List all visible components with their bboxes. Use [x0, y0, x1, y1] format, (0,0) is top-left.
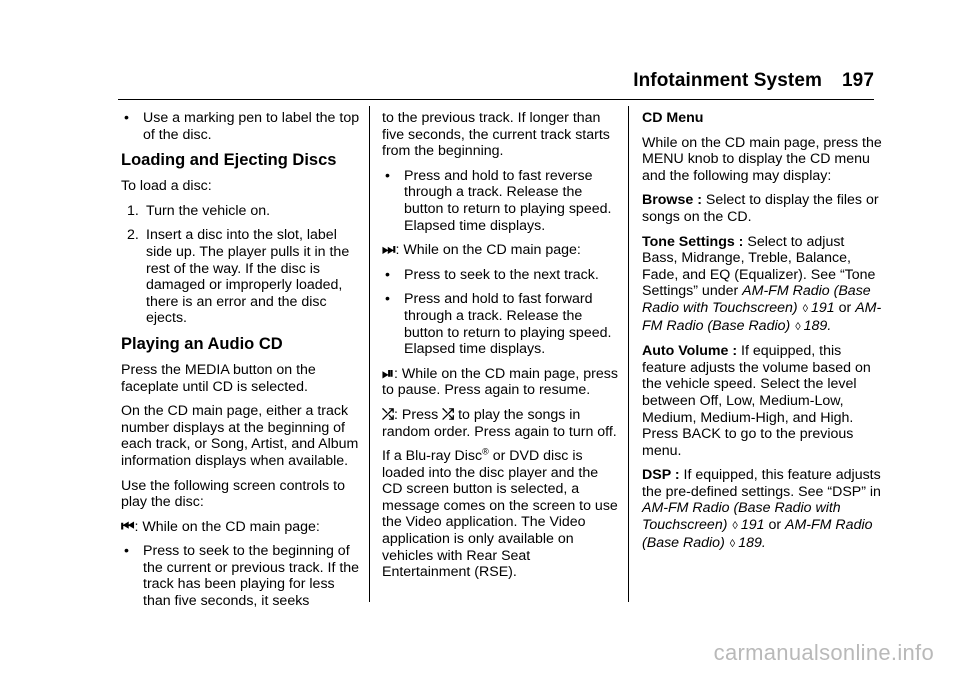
paragraph: to the previous track. If longer than five seconds, the current track starts from the beginning.	[382, 110, 610, 160]
paragraph: Browse : Select to display the files or songs on the CD.	[642, 192, 879, 225]
list-item: • Press to seek to the next track.	[385, 266, 599, 283]
watermark: carmanualsonline.info	[713, 640, 934, 665]
bullet: •	[385, 167, 390, 184]
paragraph: If a Blu-ray Disc® or DVD disc is loaded into the disc player and the CD screen button is selected, a message comes on the screen to use the Video application. The Video application is only available on vehicles with Rear Seat Entertainment (RSE).	[382, 446, 618, 581]
shuffle-icon: ⤮	[442, 405, 454, 423]
header-rule	[118, 99, 874, 100]
registered-mark: ®	[482, 446, 489, 457]
paragraph: ⤮: Press ⤮ to play the songs in random order. Press again to turn off.	[382, 405, 617, 440]
bullet: •	[385, 291, 390, 308]
list-item: • Press and hold to fast reverse through a track. Release the button to return to playing speed. Elapsed time displays.	[385, 167, 612, 234]
column-divider-2	[628, 106, 629, 602]
column-3	[642, 110, 882, 560]
page-header	[633, 70, 874, 92]
page-reference[interactable]: 189	[803, 317, 828, 334]
term-browse: Browse :	[642, 192, 702, 209]
term-auto-volume: Auto Volume :	[642, 343, 738, 360]
column-2	[382, 110, 618, 589]
list-item: • Use a marking pen to label the top of the disc.	[124, 110, 360, 143]
paragraph: While on the CD main page, press the MENU knob to display the CD menu and the following may display:	[642, 134, 882, 184]
paragraph: Auto Volume : If equipped, this feature adjusts the volume based on the vehicle speed. Select the level between Off, Low, Medium-Low, Medium, Medium-High, and High. Press BACK to go to the previous menu.	[642, 343, 871, 459]
page-number: 197	[841, 70, 874, 91]
paragraph: Press the MEDIA button on the faceplate until CD is selected.	[121, 361, 316, 395]
list-item: • Press to seek to the beginning of the current or previous track. If the track has been playing for less than five seconds, it seeks	[124, 543, 360, 610]
paragraph: Use the following screen controls to play the disc:	[121, 477, 345, 511]
bullet: •	[124, 543, 129, 560]
page-ref-icon: ◊	[802, 302, 809, 315]
list-item: 1. Turn the vehicle on.	[127, 202, 271, 219]
cross-reference-link[interactable]: AM-FM Radio (Base Radio)	[642, 299, 882, 334]
shuffle-icon: ⤮	[382, 405, 394, 423]
paragraph: On the CD main page, either a track number displays at the beginning of each track, or Song, Artist, and Album information displays when available.	[121, 403, 359, 469]
paragraph: DSP : If equipped, this feature adjusts the pre-defined settings. See “DSP” in AM-FM Radio (Base Radio with Touchscreen) ◊ 191 or AM-FM Radio (Base Radio) ◊ 189.	[642, 467, 881, 551]
paragraph: Tone Settings : Select to adjust Bass, Midrange, Treble, Balance, Fade, and EQ (Equalizer). See “Tone Settings” under AM-FM Radio (Base Radio with Touchscreen) ◊ 191 or AM-FM Radio (Base Radio) ◊ 189.	[642, 233, 882, 334]
page-ref-icon: ◊	[729, 537, 736, 550]
next-track-icon: ⏭	[382, 241, 395, 259]
paragraph: ⏮: While on the CD main page:	[121, 517, 320, 535]
page-reference[interactable]: 191	[740, 517, 765, 534]
cross-reference-link[interactable]: AM-FM Radio (Base Radio with Touchscreen)	[642, 500, 841, 534]
paragraph: ⏯: While on the CD main page, press to pause. Press again to resume.	[382, 364, 618, 399]
page-reference[interactable]: 191	[811, 299, 835, 316]
play-pause-icon: ⏯	[382, 364, 394, 382]
page-ref-icon: ◊	[732, 520, 738, 533]
bullet: •	[124, 110, 129, 126]
list-item: • Press and hold to fast forward through a track. Release the button to return to playing speed. Elapsed time displays.	[385, 291, 612, 358]
column-divider-1	[369, 106, 370, 602]
previous-track-icon: ⏮	[121, 517, 134, 535]
bullet: •	[385, 266, 390, 283]
term-tone-settings: Tone Settings :	[642, 233, 744, 250]
page-ref-icon: ◊	[795, 320, 801, 333]
paragraph: To load a disc:	[121, 178, 212, 195]
cross-reference-link[interactable]: AM-FM Radio (Base Radio with Touchscreen)	[642, 283, 871, 316]
heading-loading: Loading and Ejecting Discs	[121, 151, 337, 170]
paragraph: ⏭: While on the CD main page:	[382, 241, 581, 259]
column-1	[121, 110, 361, 618]
heading-playing: Playing an Audio CD	[121, 334, 283, 353]
section-title: Infotainment System	[633, 70, 822, 91]
cross-reference-link[interactable]: AM-FM Radio (Base Radio)	[642, 517, 873, 551]
page-reference[interactable]: 189	[738, 534, 762, 551]
term-dsp: DSP :	[642, 467, 680, 484]
list-item: 2. Insert a disc into the slot, label side up. The player pulls it in the rest of the way. If the disc is damaged or improperly loaded, there is an error and the disc ejects.	[127, 227, 350, 327]
heading-cd-menu: CD Menu	[642, 110, 704, 126]
